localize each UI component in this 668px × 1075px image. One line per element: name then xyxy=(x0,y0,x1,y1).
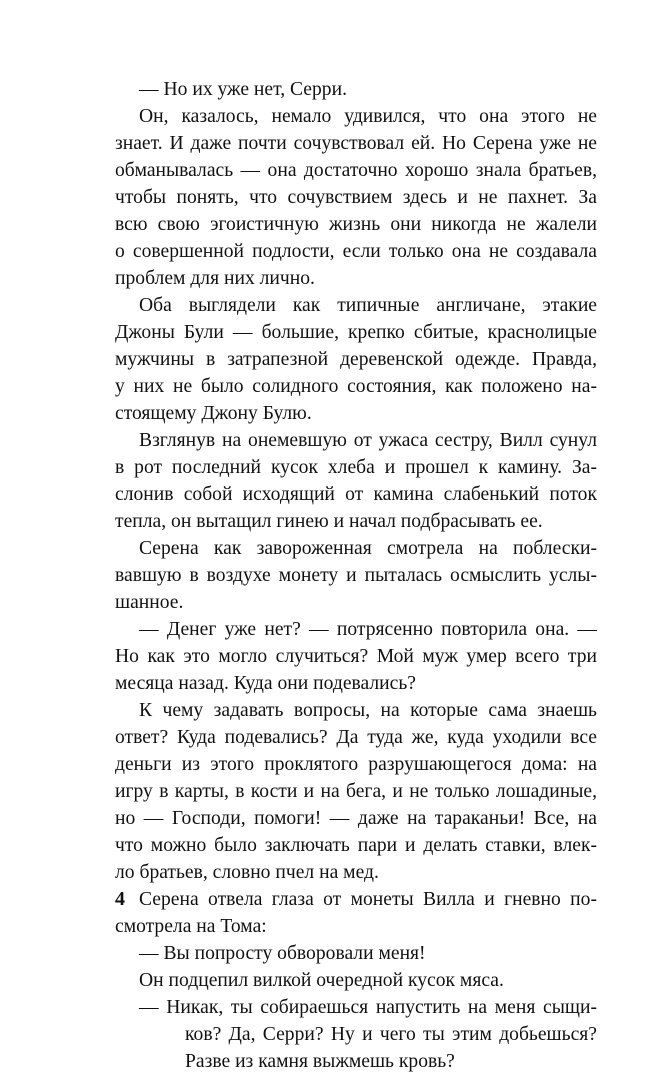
text-line: слонив собой исходящий от камина слабенький поток xyxy=(115,484,597,505)
text-line: Серена как завороженная смотрела на поблески- xyxy=(139,538,597,559)
text-line: вавшую в воздухе монету и пыталась осмыслить услы- xyxy=(115,565,597,586)
paragraph xyxy=(115,616,597,697)
text-line: деньги из этого проклятого разрушающегося дома: на xyxy=(115,754,597,775)
text-line: месяца назад. Куда они подевались? xyxy=(115,673,416,694)
text-line: что можно было заключать пари и делать ставки, влек- xyxy=(115,835,597,856)
text-line: — Никак, ты собираешься напустить на меня сыщи- xyxy=(139,997,597,1018)
text-line: в рот последний кусок хлеба и прошел к камину. За- xyxy=(115,457,597,478)
paragraph xyxy=(115,697,597,886)
text-line: Оба выглядели как типичные англичане, этакие xyxy=(139,295,597,316)
text-line: мужчины в затрапезной деревенской одежде. Правда, xyxy=(115,349,597,370)
text-line: шанное. xyxy=(115,592,184,613)
text-line: проблем для них лично. xyxy=(115,268,315,289)
text-line: тепла, он вытащил гинею и начал подбрасывать ее. xyxy=(115,511,543,532)
text-line: — Вы попросту обворовали меня! xyxy=(139,943,426,964)
page-number: 4 xyxy=(115,888,125,910)
paragraph xyxy=(115,427,597,535)
text-line: о совершенной подлости, если только она не создавала xyxy=(115,241,597,262)
paragraph xyxy=(115,994,597,1075)
paragraph xyxy=(115,103,597,292)
text-line: смотрела на Тома: xyxy=(115,916,267,937)
paragraph xyxy=(115,292,597,427)
text-line: обманывалась — она достаточно хорошо знала братьев, xyxy=(115,160,597,181)
paragraph xyxy=(115,940,597,967)
text-line: всю свою эгоистичную жизнь они никогда не жалели xyxy=(115,214,597,235)
paragraph xyxy=(115,967,597,994)
text-line: Джоны Були — большие, крепко сбитые, краснолицые xyxy=(115,322,597,343)
text-line: К чему задавать вопросы, на которые сама знаешь xyxy=(139,700,597,721)
text-line: ло братьев, словно пчел на мед. xyxy=(115,862,379,883)
text-line: ответ? Куда подевались? Да туда же, куда уходили все xyxy=(115,727,597,748)
paragraph xyxy=(115,76,597,103)
text-line: — Денег уже нет? — потрясенно повторила она. — xyxy=(139,619,597,640)
book-page-text xyxy=(115,76,597,1075)
text-line: стоящему Джону Булю. xyxy=(115,403,312,424)
text-line: Но как это могло случиться? Мой муж умер всего три xyxy=(115,646,597,667)
text-line: Он подцепил вилкой очередной кусок мяса. xyxy=(139,970,504,991)
text-line: но — Господи, помоги! — даже на тараканьи! Все, на xyxy=(115,808,597,829)
text-line: Он, казалось, немало удивился, что она этого не xyxy=(139,106,597,127)
text-line: — Но их уже нет, Серри. xyxy=(139,79,347,100)
text-line: Разве из камня выжмешь кровь? xyxy=(185,1051,455,1072)
text-line: чтобы понять, что сочувствием здесь и не пахнет. За xyxy=(115,187,597,208)
paragraph xyxy=(115,535,597,616)
text-line: Серена отвела глаза от монеты Вилла и гневно по- xyxy=(139,889,597,910)
text-line: ков? Да, Серри? Ну и чего ты этим добьешься? xyxy=(185,1024,597,1045)
paragraph xyxy=(115,886,597,940)
text-line: игру в карты, в кости и на бега, и не только лошадиные, xyxy=(115,781,597,802)
text-line: знает. И даже почти сочувствовал ей. Но Серена уже не xyxy=(115,133,597,154)
text-line: у них не было солидного состояния, как положено на- xyxy=(115,376,597,397)
text-line: Взглянув на онемевшую от ужаса сестру, Вилл сунул xyxy=(139,430,597,451)
